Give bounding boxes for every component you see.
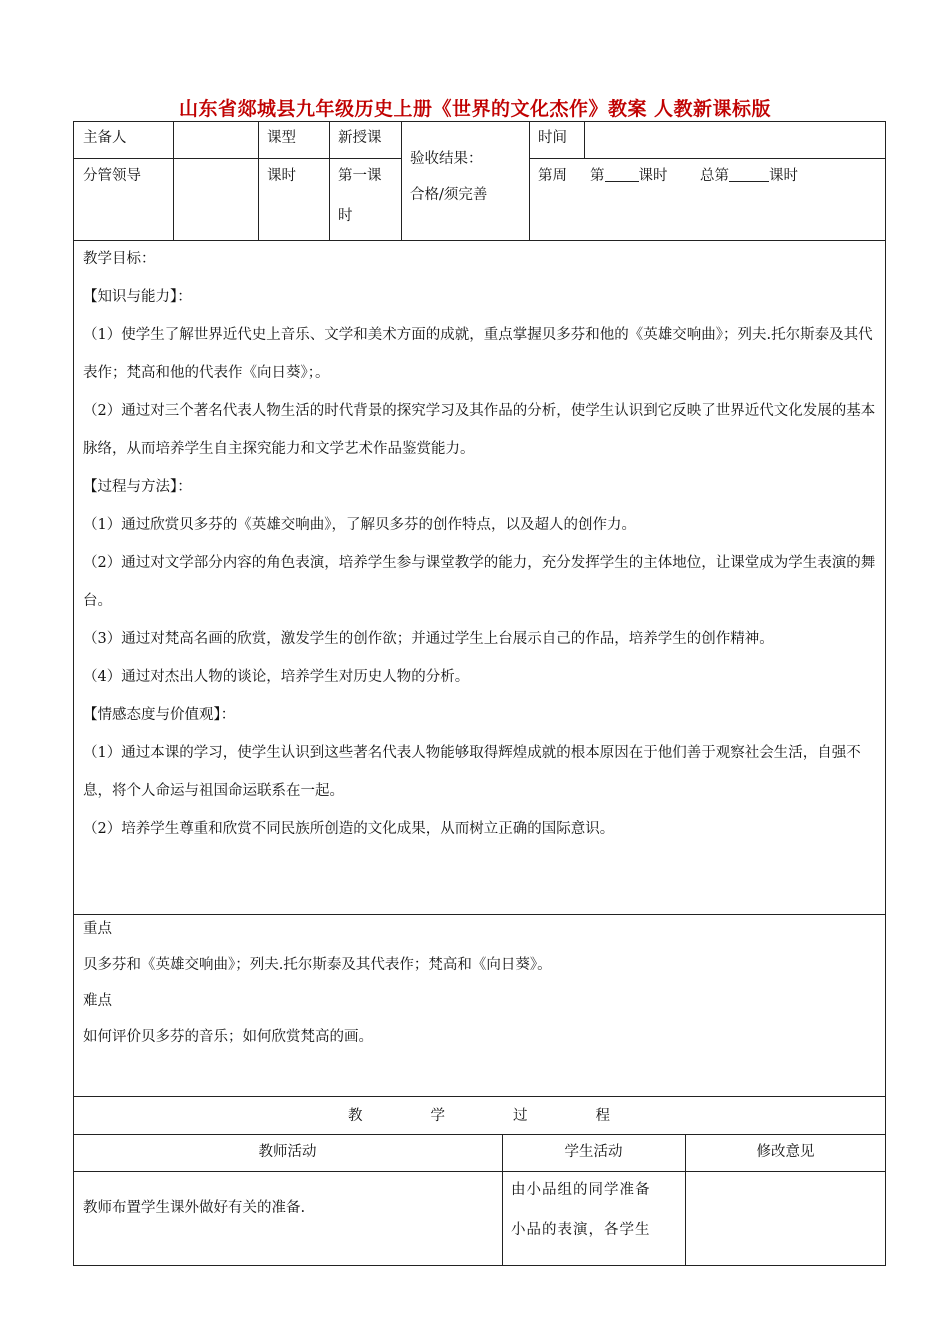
objectives-heading: 教学目标： [83, 251, 156, 267]
lesson-suffix: 课时 [638, 168, 668, 184]
emotion-item-2: （2）培养学生尊重和欣赏不同民族所创造的文化成果，从而树立正确的国际意识。 [83, 821, 615, 837]
process-item-4: （4）通过对杰出人物的谈论，培养学生对历史人物的分析。 [83, 669, 470, 685]
period-value-line2: 时 [338, 208, 353, 224]
preparer-label: 主备人 [83, 130, 127, 146]
knowledge-heading: 【知识与能力】： [83, 289, 192, 305]
period-value-line1: 第一课 [338, 168, 382, 184]
page-title: 山东省郯城县九年级历史上册《世界的文化杰作》教案 人教新课标版 [178, 98, 772, 120]
process-char-1: 教 [348, 1108, 363, 1124]
key-points-content [83, 911, 878, 1055]
emotion-heading: 【情感态度与价值观】： [83, 707, 236, 723]
focus-text: 贝多芬和《英雄交响曲》；列夫.托尔斯泰及其代表作；梵高和《向日葵》。 [83, 957, 552, 973]
time-label: 时间 [538, 130, 567, 146]
total-field [700, 164, 798, 185]
total-blank [729, 166, 769, 182]
lesson-field [590, 164, 668, 185]
course-type-label: 课型 [267, 130, 296, 146]
process-item-3: （3）通过对梵高名画的欣赏，激发学生的创作欲；并通过学生上台展示自己的作品，培养学生的创作精神。 [83, 631, 774, 647]
acceptance-label: 验收结果： [410, 151, 483, 167]
process-heading: 【过程与方法】： [83, 479, 192, 495]
process-char-4: 程 [595, 1108, 610, 1124]
acceptance-options: 合格/须完善 [410, 187, 488, 203]
lesson-prefix: 第 [590, 168, 605, 184]
total-suffix: 课时 [769, 168, 798, 184]
process-item-2: （2）通过对文学部分内容的角色表演，培养学生参与课堂教学的能力，充分发挥学生的主体地位，让课堂成为学生表演的舞台。 [83, 555, 876, 609]
knowledge-item-1: （1）使学生了解世界近代史上音乐、文学和美术方面的成就，重点掌握贝多芬和他的《英雄交响曲》；列夫.托尔斯泰及其代表作；梵高和他的代表作《向日葵》；。 [83, 327, 873, 381]
knowledge-item-2: （2）通过对三个著名代表人物生活的时代背景的探究学习及其作品的分析，使学生认识到它反映了世界近代文化发展的基本脉络，从而培养学生自主探究能力和文学艺术作品鉴赏能力。 [83, 403, 876, 457]
process-item-1: （1）通过欣赏贝多芬的《英雄交响曲》，了解贝多芬的创作特点，以及超人的创作力。 [83, 517, 636, 533]
lesson-blank [605, 166, 639, 182]
process-heading-row [73, 1104, 885, 1125]
student-activity-line1: 由小品组的同学准备 [511, 1182, 651, 1198]
process-char-3: 过 [513, 1108, 528, 1124]
period-label: 课时 [267, 168, 296, 184]
total-prefix: 总第 [700, 168, 729, 184]
emotion-item-1: （1）通过本课的学习，使学生认识到这些著名代表人物能够取得辉煌成就的根本原因在于他们善于观察社会生活，自强不息，将个人命运与祖国命运联系在一起。 [83, 745, 861, 799]
difficulty-label: 难点 [83, 993, 112, 1009]
teacher-activity: 教师布置学生课外做好有关的准备. [83, 1200, 306, 1216]
col-revision-header: 修改意见 [756, 1144, 815, 1160]
objectives-content [83, 240, 878, 848]
col-student-header: 学生活动 [564, 1144, 623, 1160]
week-label: 第周 [538, 168, 567, 184]
focus-label: 重点 [83, 921, 112, 937]
supervisor-label: 分管领导 [83, 168, 141, 184]
student-activity-line2: 小品的表演，各学生 [511, 1222, 651, 1238]
col-teacher-header: 教师活动 [258, 1144, 317, 1160]
difficulty-text: 如何评价贝多芬的音乐；如何欣赏梵高的画。 [83, 1029, 373, 1045]
course-type-value: 新授课 [338, 130, 382, 146]
process-char-2: 学 [430, 1108, 445, 1124]
